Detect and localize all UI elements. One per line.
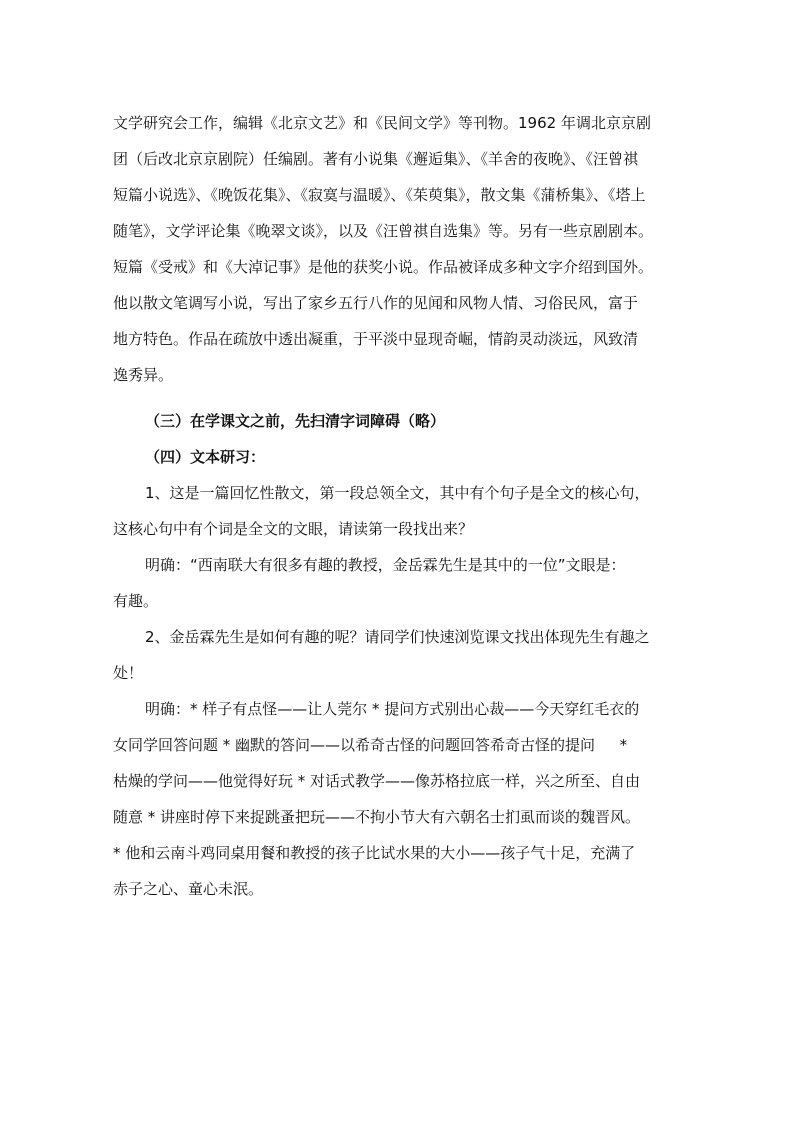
paragraph-line: 处！: [113, 664, 144, 682]
paragraph-line: 这核心句中有个词是全文的文眼，请读第一段找出来？: [113, 520, 474, 538]
document-body: [113, 105, 683, 907]
section-heading: （四）文本研习：: [145, 448, 266, 466]
paragraph-line: 女同学回答问题 * 幽默的答问——以希奇古怪的问题回答希奇古怪的提问 *: [113, 736, 628, 754]
paragraph-line: 文学研究会工作，编辑《北京文艺》和《民间文学》等刊物。1962 年调北京京剧: [113, 114, 651, 132]
paragraph-line: 赤子之心、童心未泯。: [113, 880, 264, 898]
section-heading: （三）在学课文之前，先扫清字词障碍（略）: [145, 412, 446, 430]
paragraph-line: 逸秀异。: [113, 366, 174, 384]
paragraph-line: 他以散文笔调写小说，写出了家乡五行八作的见闻和风物人情、习俗民风，富于: [113, 294, 639, 312]
paragraph-line: 2、金岳霖先生是如何有趣的呢？请同学们快速浏览课文找出体现先生有趣之: [145, 628, 650, 646]
paragraph-line: 地方特色。作品在疏放中透出凝重，于平淡中显现奇崛，情韵灵动淡远，风致清: [113, 330, 639, 348]
paragraph-line: 1、这是一篇回忆性散文，第一段总领全文，其中有个句子是全文的核心句，: [145, 484, 650, 502]
paragraph-line: 团（后改北京京剧院）任编剧。著有小说集《邂逅集》、《羊舍的夜晚》、《汪曾祺: [113, 150, 639, 168]
paragraph-line: 明确：“西南联大有很多有趣的教授，金岳霖先生是其中的一位”文眼是：: [145, 556, 626, 574]
paragraph-line: 随意 * 讲座时停下来捉跳蚤把玩——不拘小节大有六朝名士扪虱而谈的魏晋风。: [113, 808, 641, 826]
paragraph-line: 明确：* 样子有点怪——让人莞尔 * 提问方式别出心裁——今天穿红毛衣的: [145, 700, 640, 718]
paragraph-line: 随笔》，文学评论集《晚翠文谈》，以及《汪曾祺自选集》等。另有一些京剧剧本。: [113, 222, 654, 240]
paragraph-line: * 他和云南斗鸡同桌用餐和教授的孩子比试水果的大小——孩子气十足，充满了: [113, 844, 636, 862]
paragraph-line: 短篇小说选》、《晚饭花集》、《寂寞与温暖》、《茱萸集》，散文集《蒲桥集》、《塔上: [113, 186, 646, 204]
paragraph-line: 有趣。: [113, 592, 159, 610]
paragraph-line: 短篇《受戒》和《大淖记事》是他的获奖小说。作品被译成多种文字介绍到国外。: [113, 258, 654, 276]
paragraph-line: 枯燥的学问——他觉得好玩 * 对话式教学——像苏格拉底一样，兴之所至、自由: [113, 772, 641, 790]
